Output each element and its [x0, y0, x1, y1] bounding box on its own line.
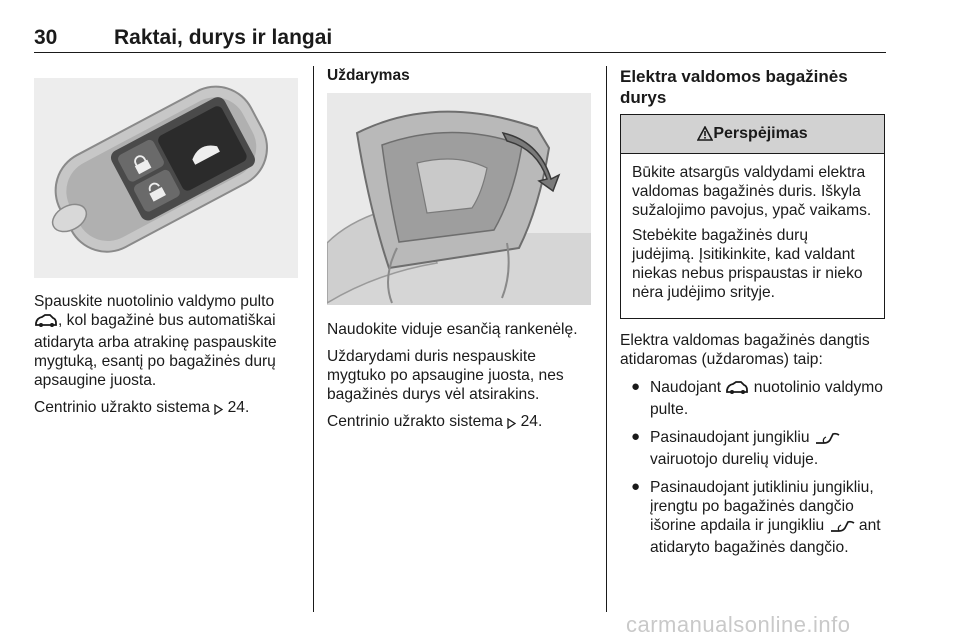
header-divider	[34, 52, 886, 53]
warning-triangle-icon	[697, 118, 713, 156]
bullet-text: vairuotojo durelių viduje.	[650, 451, 819, 468]
tailgate-icon	[829, 519, 855, 538]
warning-header	[621, 115, 884, 154]
reference-page: 24.	[227, 399, 250, 416]
page-title: Raktai, durys ir langai	[114, 26, 333, 49]
key-fob-paragraph	[34, 292, 296, 390]
operation-intro: Elektra valdomas bagažinės dangtis atidaromas (uždaromas) taip:	[620, 332, 870, 368]
warning-paragraph-1: Būkite atsargūs valdydami elektra valdomas bagažinės duris. Iškyla sužalojimo pavojus, ypač vaikams.	[632, 164, 872, 219]
heading-line-2: durys	[620, 88, 667, 107]
car-remote-icon	[34, 312, 58, 333]
list-item	[620, 378, 886, 419]
reference-page: 24.	[520, 413, 543, 430]
watermark: carmanualsonline.info	[626, 612, 851, 637]
heading-line-1: Elektra valdomos bagažinės	[620, 67, 848, 86]
key-fob-text-end: , kol bagažinė bus automatiškai atidaryta arba atrakinę paspauskite mygtuką, esantį po bagažinės durų apsaugine juosta.	[34, 312, 277, 389]
page-ref-triangle-icon	[214, 401, 223, 420]
tailgate-icon	[814, 431, 840, 450]
list-item	[620, 478, 886, 557]
central-locking-reference-2[interactable]	[327, 412, 595, 434]
bullet-text: Pasinaudojant jutikliniu jungikliu, įrengtu po bagažinės dangčio išorine apdaila ir jungikliu	[650, 479, 874, 534]
closing-heading: Uždarymas	[327, 67, 410, 84]
bullet-text: Pasinaudojant jungikliu	[650, 429, 810, 446]
warning-paragraph-2: Stebėkite bagažinės durų judėjimą. Įsitikinkite, kad valdant niekas nebus prispaustas ir nieko nėra judėjimo srityje.	[632, 227, 863, 301]
tailgate-inside-handle-illustration	[327, 93, 591, 305]
list-item	[620, 428, 886, 469]
car-remote-icon	[725, 379, 749, 400]
bullet-icon: ●	[631, 428, 641, 445]
bullet-icon: ●	[631, 378, 641, 395]
warning-title: Perspėjimas	[713, 125, 808, 142]
bullet-icon: ●	[631, 478, 641, 495]
column-divider	[313, 66, 314, 612]
remote-key-fob-illustration	[34, 78, 298, 278]
power-tailgate-heading	[620, 66, 886, 108]
bullet-text: ant atidaryto bagažinės dangčio.	[650, 517, 881, 556]
reference-text: Centrinio užrakto sistema	[327, 413, 503, 430]
closing-note-paragraph: Uždarydami duris nespauskite mygtuko po apsaugine juosta, nes bagažinės durys vėl atsirakins.	[327, 348, 564, 403]
column-divider	[606, 66, 607, 612]
page-number: 30	[34, 26, 58, 49]
bullet-text: nuotolinio valdymo pulte.	[650, 379, 883, 418]
reference-text: Centrinio užrakto sistema	[34, 399, 210, 416]
page-ref-triangle-icon	[507, 415, 516, 434]
warning-box	[620, 114, 885, 319]
bullet-text: Naudojant	[650, 379, 722, 396]
handle-paragraph: Naudokite viduje esančią rankenėlę.	[327, 321, 578, 338]
key-fob-text-start: Spauskite nuotolinio valdymo pulto	[34, 293, 275, 310]
page-header	[34, 26, 886, 52]
central-locking-reference[interactable]	[34, 398, 296, 420]
